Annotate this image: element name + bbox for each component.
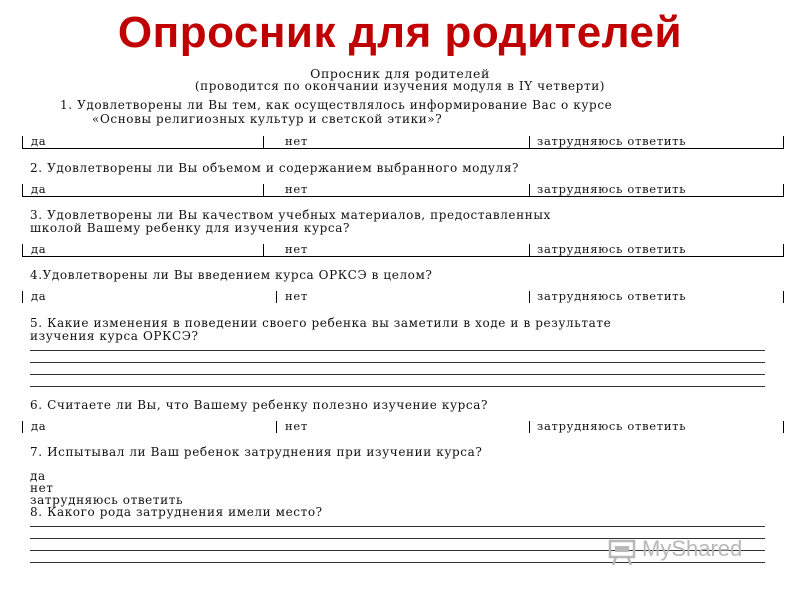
answer-hard[interactable]: затрудняюсь ответить — [537, 419, 687, 433]
answer-line[interactable] — [30, 386, 765, 387]
answer-no[interactable]: нет — [285, 419, 308, 433]
answer-no[interactable]: нет — [285, 289, 308, 303]
cell-divider — [263, 184, 264, 196]
cell-divider — [529, 184, 530, 196]
answer-yes[interactable]: да — [31, 242, 47, 256]
question-1-line-1: 1. Удовлетворены ли Вы тем, как осуществлялось информирование Вас о курсе — [60, 98, 613, 112]
answer-no[interactable]: нет — [285, 182, 308, 196]
answer-line[interactable] — [30, 526, 765, 527]
presentation-board-icon — [607, 537, 637, 567]
question-7: 7. Испытывал ли Ваш ребенок затруднения при изучении курса? — [30, 445, 483, 459]
answer-no[interactable]: нет — [285, 242, 308, 256]
cell-divider — [529, 136, 530, 148]
question-3-line-1: 3. Удовлетворены ли Вы качеством учебных материалов, предоставленных — [30, 208, 551, 222]
answer-line[interactable] — [30, 562, 765, 563]
question-5-line-2: изучения курса ОРКСЭ? — [30, 329, 199, 343]
answer-row-q3 — [22, 244, 784, 257]
answer-yes[interactable]: да — [31, 182, 47, 196]
cell-divider — [276, 291, 277, 303]
answer-line[interactable] — [30, 350, 765, 351]
q7-option-no[interactable]: нет — [30, 481, 54, 495]
answer-hard[interactable]: затрудняюсь ответить — [537, 134, 687, 148]
answer-yes[interactable]: да — [31, 289, 47, 303]
answer-line[interactable] — [30, 362, 765, 363]
cell-divider — [529, 421, 530, 433]
doc-subtitle: (проводится по окончании изучения модуля в IY четверти) — [194, 79, 606, 93]
slide-title: Опросник для родителей — [117, 8, 683, 57]
doc-title: Опросник для родителей — [310, 66, 490, 81]
cell-divider — [529, 244, 530, 256]
answer-row-q2 — [22, 184, 784, 197]
cell-divider — [263, 136, 264, 148]
answer-row-q6 — [22, 421, 784, 433]
answer-hard[interactable]: затрудняюсь ответить — [537, 182, 687, 196]
question-6: 6. Считаете ли Вы, что Вашему ребенку полезно изучение курса? — [30, 398, 489, 412]
cell-divider — [529, 291, 530, 303]
question-3-line-2: школой Вашему ребенку для изучения курса? — [30, 221, 351, 235]
cell-divider — [276, 421, 277, 433]
answer-yes[interactable]: да — [31, 419, 47, 433]
answer-yes[interactable]: да — [31, 134, 47, 148]
question-5-line-1: 5. Какие изменения в поведении своего ребенка вы заметили в ходе и в результате — [30, 316, 612, 330]
answer-no[interactable]: нет — [285, 134, 308, 148]
answer-row-q1 — [22, 136, 784, 149]
answer-hard[interactable]: затрудняюсь ответить — [537, 242, 687, 256]
question-4: 4.Удовлетворены ли Вы введением курса ОРКСЭ в целом? — [30, 268, 433, 282]
answer-line[interactable] — [30, 374, 765, 375]
watermark-text: MyShared — [642, 536, 743, 561]
question-8: 8. Какого рода затруднения имели место? — [30, 505, 323, 519]
question-1-line-2: «Основы религиозных культур и светской этики»? — [92, 112, 443, 126]
q7-option-yes[interactable]: да — [30, 469, 46, 483]
answer-row-q4 — [22, 291, 784, 303]
question-2: 2. Удовлетворены ли Вы объемом и содержанием выбранного модуля? — [30, 161, 520, 175]
answer-hard[interactable]: затрудняюсь ответить — [537, 289, 687, 303]
cell-divider — [263, 244, 264, 256]
q7-option-hard[interactable]: затрудняюсь ответить — [30, 493, 184, 507]
